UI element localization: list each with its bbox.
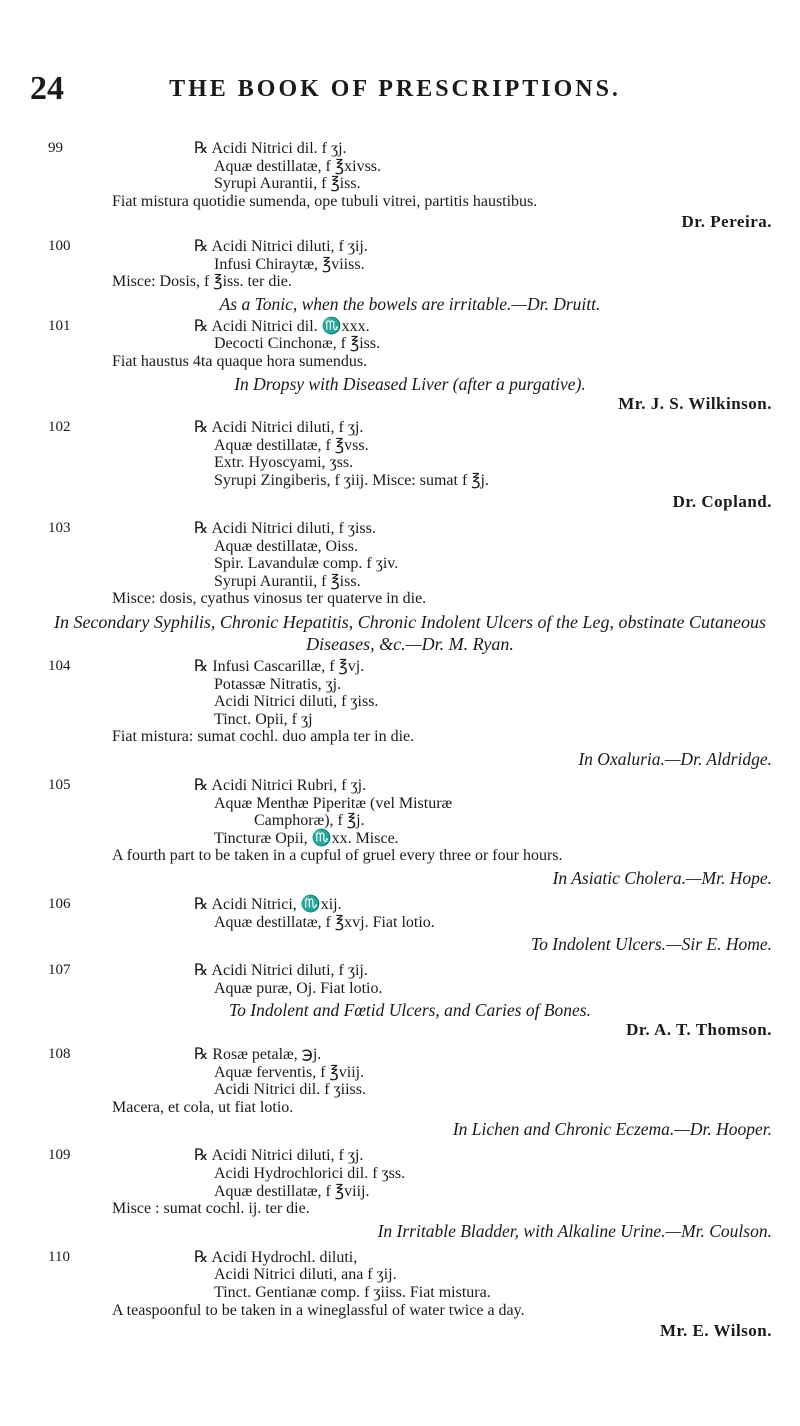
indication-line: To Indolent Ulcers.—Sir E. Home. [531,934,772,955]
ingredient-line: Aquæ destillatæ, f ℥vss. [214,436,369,454]
prescription-number: 105 [48,777,71,794]
ingredient-line: Aquæ destillatæ, f ℥xivss. [214,157,382,175]
prescription-number: 100 [48,237,71,254]
recipe-line: ℞ Acidi Hydrochl. diluti, [194,1248,358,1266]
recipe-line: ℞ Acidi Nitrici diluti, f ʒij. [194,962,368,980]
prescription-101 [40,318,780,412]
prescription-number: 109 [48,1147,71,1164]
prescription-110 [40,1249,780,1340]
recipe-line: ℞ Acidi Nitrici, ♏xij. [194,896,342,913]
directions-line: Misce: dosis, cyathus vinosus ter quaterve in die. [112,590,427,608]
prescription-99 [40,140,780,231]
ingredient-line: Decocti Cinchonæ, f ℥iss. [214,335,381,353]
prescription-number: 103 [48,520,71,537]
ingredient-line: Aquæ destillatæ, Oiss. [214,537,359,555]
directions-line: Fiat haustus 4ta quaque hora sumendus. [112,352,368,370]
author-signature: Mr. J. S. Wilkinson. [618,393,772,413]
prescription-100 [40,238,780,315]
recipe-line: ℞ Acidi Nitrici diluti, f ʒij. [194,237,368,255]
prescription-109 [40,1147,780,1241]
prescription-number: 101 [48,317,71,334]
prescription-number: 104 [48,658,71,675]
recipe-line: ℞ Infusi Cascarillæ, f ℥vj. [194,658,365,676]
running-title: THE BOOK OF PRESCRIPTIONS. [169,76,621,102]
indication-line: To Indolent and Fœtid Ulcers, and Caries of Bones. [229,1000,591,1021]
page-header [30,70,760,110]
ingredient-line: Acidi Nitrici dil. f ʒiiss. [214,1081,366,1099]
directions-line: Macera, et cola, ut fiat lotio. [112,1098,294,1116]
ingredient-line: Aquæ destillatæ, f ℥viij. [214,1182,370,1200]
prescription-108 [40,1046,780,1140]
indication-line: In Lichen and Chronic Eczema.—Dr. Hooper. [452,1119,772,1140]
ingredient-line: Syrupi Aurantii, f ℥iss. [214,572,361,590]
prescription-103 [40,520,780,655]
ingredient-line: Camphoræ), f ℥j. [254,812,365,830]
recipe-line: ℞ Acidi Nitrici diluti, f ʒj. [194,419,364,437]
prescription-number: 99 [48,140,63,156]
ingredient-line: Syrupi Aurantii, f ℥iss. [214,175,361,193]
ingredient-line: Tincturæ Opii, ♏xx. Misce. [214,829,399,847]
ingredient-line: Potassæ Nitratis, ʒj. [214,675,342,693]
prescription-number: 107 [48,962,71,979]
recipe-line: ℞ Acidi Nitrici dil. f ʒj. [194,140,347,157]
directions-line: A teaspoonful to be taken in a wineglassful of water twice a day. [112,1301,525,1319]
directions-line: Fiat mistura: sumat cochl. duo ampla ter in die. [112,728,415,746]
author-signature: Dr. Copland. [672,491,772,511]
prescription-106 [40,896,780,955]
author-signature: Dr. Pereira. [681,212,772,232]
ingredient-line: Spir. Lavandulæ comp. f ʒiv. [214,555,399,573]
prescription-number: 108 [48,1045,71,1062]
prescriptions-list [40,140,780,1340]
prescription-102 [40,419,780,510]
prescription-number: 106 [48,896,71,912]
ingredient-line: Syrupi Zingiberis, f ʒiij. Misce: sumat f ℥j. [214,471,489,489]
ingredient-line: Acidi Nitrici diluti, ana f ʒij. [214,1266,397,1284]
ingredient-line: Acidi Hydrochlorici dil. f ʒss. [214,1164,406,1182]
ingredient-line: Tinct. Gentianæ comp. f ʒiiss. Fiat mistura. [214,1283,491,1301]
directions-line: A fourth part to be taken in a cupful of gruel every three or four hours. [112,847,563,865]
author-signature: Mr. E. Wilson. [659,1321,772,1341]
ingredient-line: Extr. Hyoscyami, ʒss. [214,454,354,472]
indication-line: In Asiatic Cholera.—Mr. Hope. [552,868,772,888]
page-number: 24 [30,70,64,107]
ingredient-line: Tinct. Opii, f ʒj [214,710,313,728]
prescription-105 [40,777,780,889]
indication-line: In Secondary Syphilis, Chronic Hepatitis, Chronic Indolent Ulcers of the Leg, obstinate Cutaneous Diseases, &c.—Dr. M. Ryan. [53,612,767,655]
recipe-line: ℞ Acidi Nitrici dil. ♏xxx. [194,317,370,335]
ingredient-line: Acidi Nitrici diluti, f ʒiss. [214,693,379,711]
recipe-line: ℞ Rosæ petalæ, ℈j. [194,1045,322,1063]
directions-line: Fiat mistura quotidie sumenda, ope tubuli vitrei, partitis haustibus. [112,192,538,210]
recipe-line: ℞ Acidi Nitrici Rubri, f ʒj. [194,777,367,795]
author-signature: Dr. A. T. Thomson. [626,1020,772,1040]
ingredient-line: Aquæ destillatæ, f ℥xvj. Fiat lotio. [214,913,435,931]
directions-line: Misce: Dosis, f ℥iss. ter die. [112,273,292,291]
indication-line: In Irritable Bladder, with Alkaline Urine.—Mr. Coulson. [377,1220,772,1241]
ingredient-line: Infusi Chiraytæ, ℥viiss. [214,255,365,273]
prescription-number: 102 [48,419,71,436]
recipe-line: ℞ Acidi Nitrici diluti, f ʒiss. [194,520,376,538]
indication-line: In Dropsy with Diseased Liver (after a purgative). [234,373,586,394]
prescription-107 [40,962,780,1039]
indication-line: As a Tonic, when the bowels are irritable.—Dr. Druitt. [219,293,601,314]
ingredient-line: Aquæ Menthæ Piperitæ (vel Misturæ [214,794,453,812]
prescription-number: 110 [48,1248,70,1265]
prescription-104 [40,658,780,770]
ingredient-line: Aquæ puræ, Oj. Fiat lotio. [214,979,383,997]
recipe-line: ℞ Acidi Nitrici diluti, f ʒj. [194,1147,364,1165]
indication-line: In Oxaluria.—Dr. Aldridge. [578,749,772,770]
ingredient-line: Aquæ ferventis, f ℥viij. [214,1063,365,1081]
directions-line: Misce : sumat cochl. ij. ter die. [112,1200,310,1218]
